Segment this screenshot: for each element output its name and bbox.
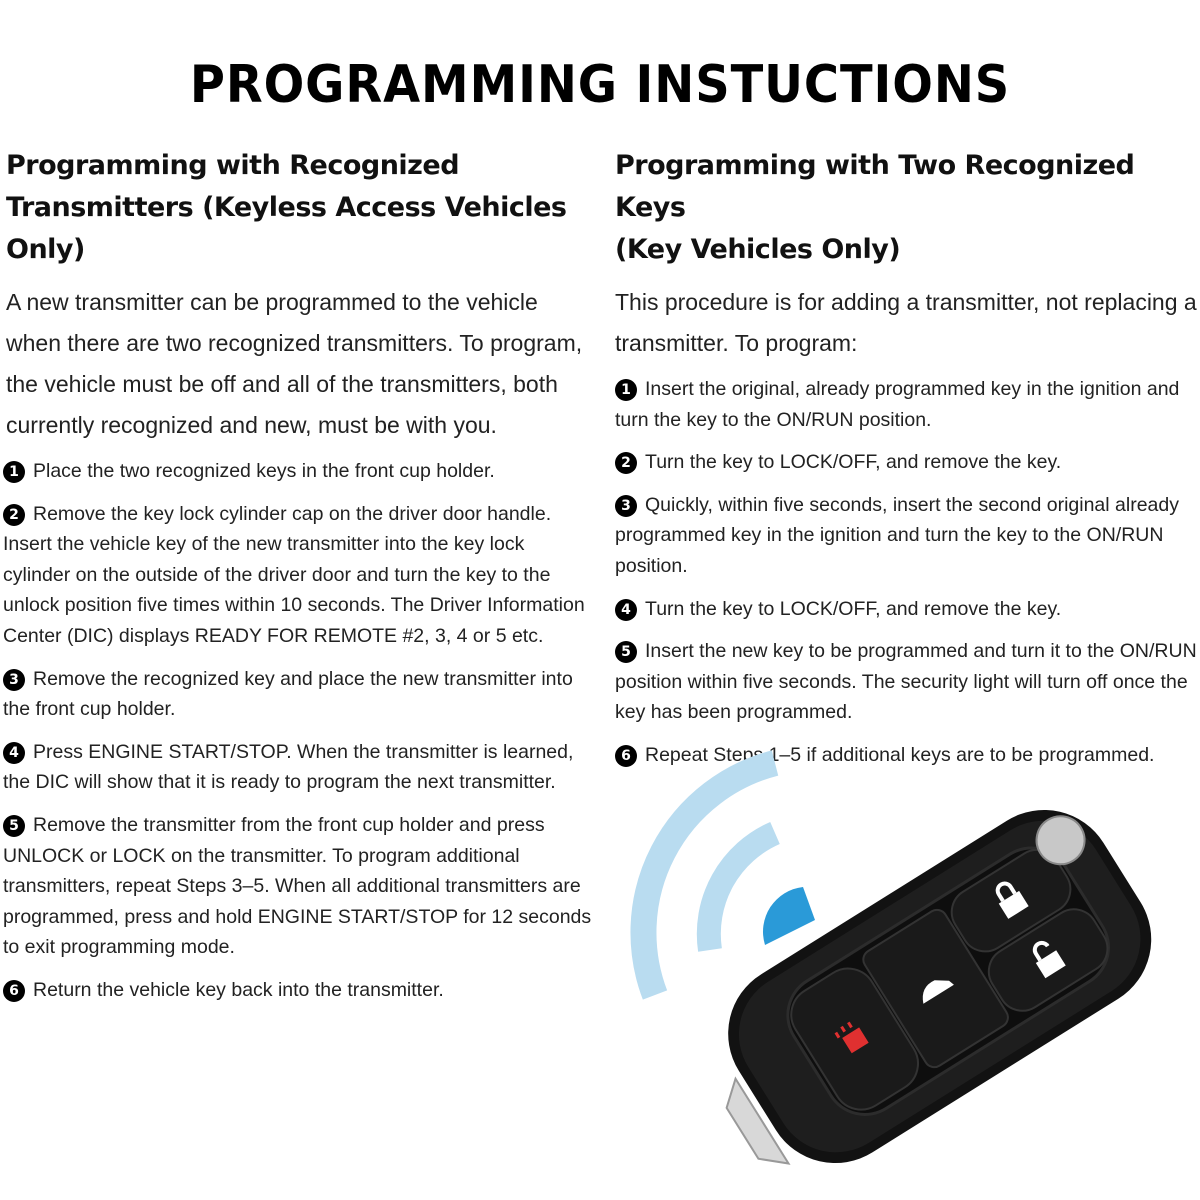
step-number-icon: 6: [3, 980, 25, 1002]
step-number-icon: 3: [3, 669, 25, 691]
step-number-icon: 5: [3, 815, 25, 837]
section-heading: [615, 145, 1200, 271]
step-text: Remove the key lock cylinder cap on the driver door handle. Insert the vehicle key of the new transmitter into the key lock cylinder on the outside of the driver door and turn the key to the unlock position five times within 10 seconds. The Driver Information Center (DIC) displays READY FOR REMOTE #2, 3, 4 or 5 etc.: [3, 502, 585, 647]
step-number-icon: 4: [615, 599, 637, 621]
step-item: [3, 499, 596, 652]
key-vehicles-section: [615, 145, 1200, 783]
step-item: [615, 374, 1200, 435]
step-item: [3, 456, 596, 487]
step-item: [615, 594, 1200, 625]
section-heading-line1: Programming with Two Recognized Keys: [615, 150, 1135, 223]
section-intro: This procedure is for adding a transmitter, not replacing a transmitter. To program:: [615, 289, 1197, 356]
step-text: Quickly, within five seconds, insert the second original already programmed key in the ignition and turn the key to the ON/RUN position.: [615, 493, 1179, 577]
step-item: [615, 447, 1200, 478]
step-number-icon: 2: [615, 452, 637, 474]
step-text: Turn the key to LOCK/OFF, and remove the key.: [645, 597, 1062, 620]
step-item: [3, 810, 596, 963]
section-heading-line2: Transmitters (Keyless Access Vehicles Only): [6, 192, 567, 265]
section-heading-line1: Programming with Recognized: [6, 150, 460, 181]
section-intro: A new transmitter can be programmed to the vehicle when there are two recognized transmitters. To program, the vehicle must be off and all of the transmitters, both currently recognized and new, must be with you.: [6, 289, 583, 438]
step-text: Turn the key to LOCK/OFF, and remove the key.: [645, 451, 1062, 474]
step-number-icon: 3: [615, 495, 637, 517]
step-number-icon: 2: [3, 504, 25, 526]
section-heading: [6, 145, 596, 271]
step-text: Return the vehicle key back into the transmitter.: [33, 978, 444, 1001]
step-text: Insert the new key to be programmed and turn it to the ON/RUN position within five seconds. The security light will turn off once the key has been programmed.: [615, 640, 1197, 724]
step-number-icon: 4: [3, 742, 25, 764]
step-item: [615, 490, 1200, 582]
step-item: [615, 636, 1200, 728]
step-item: [3, 664, 596, 725]
step-number-icon: 6: [615, 745, 637, 767]
step-text: Remove the transmitter from the front cup holder and press UNLOCK or LOCK on the transmitter. To program additional transmitters, repeat Steps 3–5. When all additional transmitters are programmed, press and hold ENGINE START/STOP for 12 seconds to exit programming mode.: [3, 813, 592, 959]
step-text: Insert the original, already programmed key in the ignition and turn the key to the ON/RUN position.: [615, 378, 1180, 431]
step-number-icon: 5: [615, 641, 637, 663]
step-item: [3, 975, 596, 1006]
keyless-access-section: [3, 145, 596, 1018]
section-heading-line2: (Key Vehicles Only): [615, 234, 901, 265]
key-fob-illustration: [615, 745, 1200, 1200]
step-text: Repeat Steps 1–5 if additional keys are to be programmed.: [645, 743, 1155, 766]
step-text: Press ENGINE START/STOP. When the transmitter is learned, the DIC will show that it is ready to program the next transmitter.: [3, 740, 574, 794]
step-item: [3, 737, 596, 798]
step-number-icon: 1: [3, 461, 25, 483]
step-text: Remove the recognized key and place the new transmitter into the front cup holder.: [3, 667, 573, 721]
step-text: Place the two recognized keys in the front cup holder.: [33, 460, 495, 482]
page-title: PROGRAMMING INSTUCTIONS: [189, 55, 1011, 115]
step-number-icon: 1: [615, 379, 637, 401]
